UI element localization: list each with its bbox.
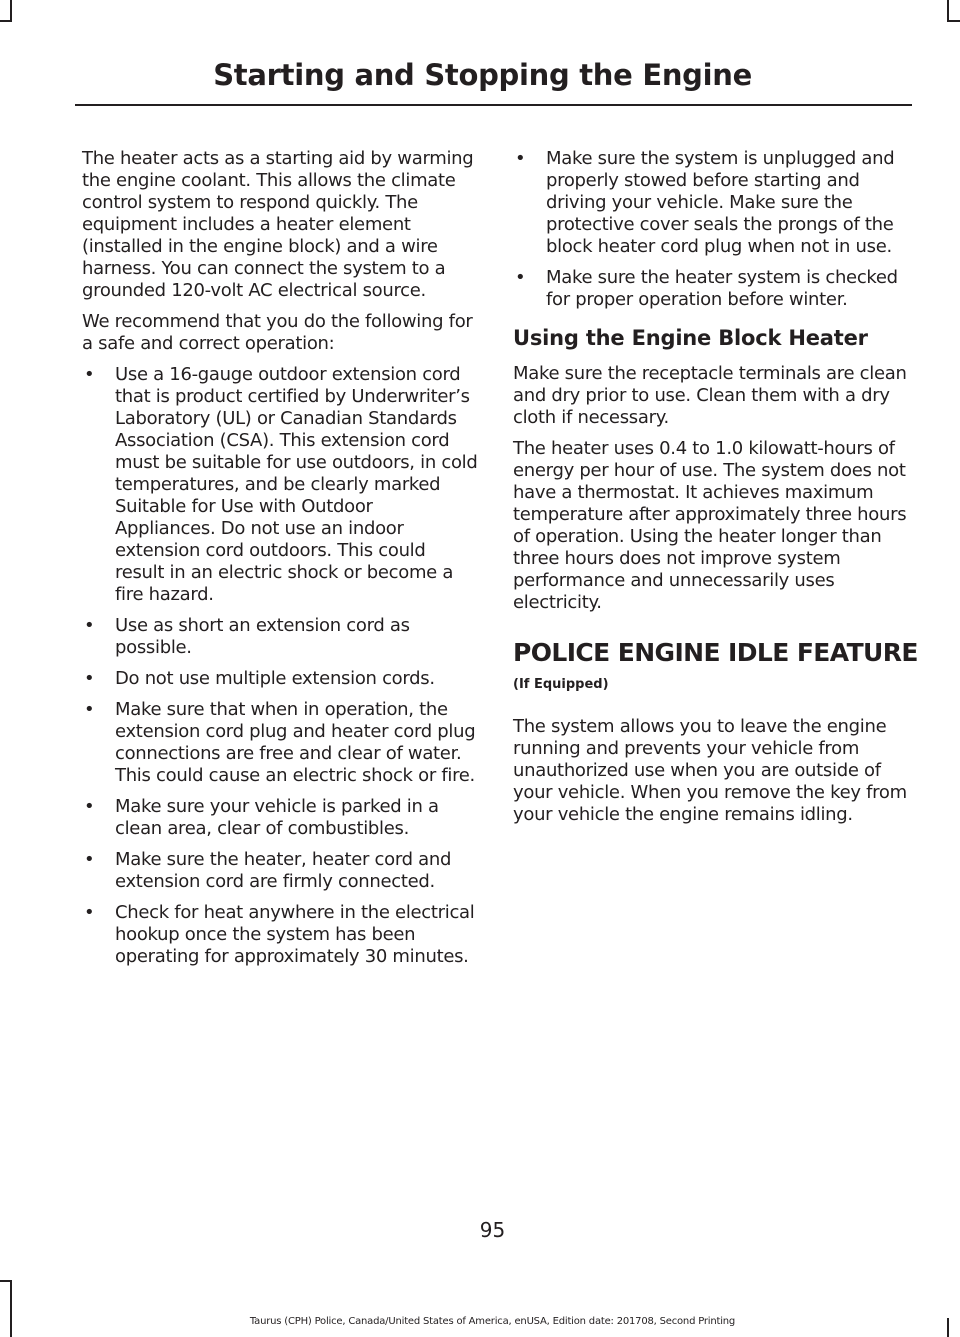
paragraph: The system allows you to leave the engine running and prevents your vehicle from unauthorized use when you are outside of your vehicle. When you remove the key from your vehicle the engine remains idling. bbox=[513, 716, 907, 825]
section-heading: POLICE ENGINE IDLE FEATURE bbox=[513, 638, 918, 667]
list-item-text: Check for heat anywhere in the electrical hookup once the system has been operating for approximately 30 minutes. bbox=[115, 902, 475, 967]
bullet-icon: • bbox=[84, 668, 95, 689]
bullet-list bbox=[82, 364, 478, 968]
list-item bbox=[82, 668, 478, 690]
paragraph: The heater uses 0.4 to 1.0 kilowatt-hours of energy per hour of use. The system does not have a thermostat. It achieves maximum temperature after approximately three hours of operation. Using the heater longer than three hours does not improve system performance and unnecessarily uses electricity. bbox=[513, 438, 907, 613]
paragraph: We recommend that you do the following for a safe and correct operation: bbox=[82, 311, 473, 354]
section-note: (If Equipped) bbox=[513, 677, 609, 692]
list-item bbox=[513, 148, 909, 258]
list-item bbox=[82, 615, 478, 659]
list-item bbox=[82, 364, 478, 606]
list-item-text: Use a 16-gauge outdoor extension cord that is product certified by Underwriter’s Laboratory (UL) or Canadian Standards Association (CSA). This extension cord must be suitable for use outdoors, in cold temperatures, and be clearly marked Suitable for Use with Outdoor Appliances. Do not use an indoor extension cord outdoors. This could result in an electric shock or become a fire hazard. bbox=[115, 364, 478, 605]
list-item-text: Make sure the system is unplugged and properly stowed before starting and driving your vehicle. Make sure the protective cover seals the prongs of the block heater cord plug when not in use. bbox=[546, 148, 895, 257]
bullet-icon: • bbox=[84, 849, 95, 870]
list-item bbox=[82, 699, 478, 787]
crop-mark-top-left-v bbox=[10, 0, 12, 20]
crop-mark-top-left-h bbox=[0, 20, 12, 22]
page-number: 95 bbox=[479, 1218, 506, 1242]
bullet-icon: • bbox=[84, 699, 95, 720]
bullet-icon: • bbox=[84, 902, 95, 923]
crop-mark-bottom-left-h bbox=[0, 1280, 12, 1282]
crop-mark-bottom-left-v bbox=[10, 1280, 12, 1337]
list-item-text: Make sure the heater system is checked for proper operation before winter. bbox=[546, 267, 898, 310]
subheading: Using the Engine Block Heater bbox=[513, 326, 868, 350]
list-item-text: Use as short an extension cord as possible. bbox=[115, 615, 410, 658]
left-column bbox=[82, 148, 478, 977]
list-item-text: Make sure the heater, heater cord and extension cord are firmly connected. bbox=[115, 849, 452, 892]
list-item-text: Make sure that when in operation, the extension cord plug and heater cord plug connections are free and clear of water. This could cause an electric shock or fire. bbox=[115, 699, 476, 786]
list-item bbox=[513, 267, 909, 311]
bullet-icon: • bbox=[84, 364, 95, 385]
paragraph: Make sure the receptacle terminals are clean and dry prior to use. Clean them with a dry cloth if necessary. bbox=[513, 363, 907, 428]
list-item-text: Do not use multiple extension cords. bbox=[115, 668, 435, 689]
bullet-icon: • bbox=[84, 796, 95, 817]
footer-text: Taurus (CPH) Police, Canada/United States of America, enUSA, Edition date: 201708, Second Printing bbox=[249, 1316, 736, 1327]
crop-mark-top-right-v bbox=[947, 0, 949, 20]
paragraph: The heater acts as a starting aid by warming the engine coolant. This allows the climate control system to respond quickly. The equipment includes a heater element (installed in the engine block) and a wire harness. You can connect the system to a grounded 120-volt AC electrical source. bbox=[82, 148, 474, 301]
right-column bbox=[513, 148, 918, 835]
header-divider bbox=[75, 104, 912, 106]
list-item bbox=[82, 796, 478, 840]
bullet-icon: • bbox=[515, 148, 526, 169]
list-item bbox=[82, 902, 478, 968]
page-title: Starting and Stopping the Engine bbox=[213, 58, 752, 92]
bullet-list bbox=[513, 148, 909, 311]
crop-mark-top-right-h bbox=[947, 20, 960, 22]
bullet-icon: • bbox=[84, 615, 95, 636]
list-item-text: Make sure your vehicle is parked in a clean area, clear of combustibles. bbox=[115, 796, 439, 839]
list-item bbox=[82, 849, 478, 893]
bullet-icon: • bbox=[515, 267, 526, 288]
